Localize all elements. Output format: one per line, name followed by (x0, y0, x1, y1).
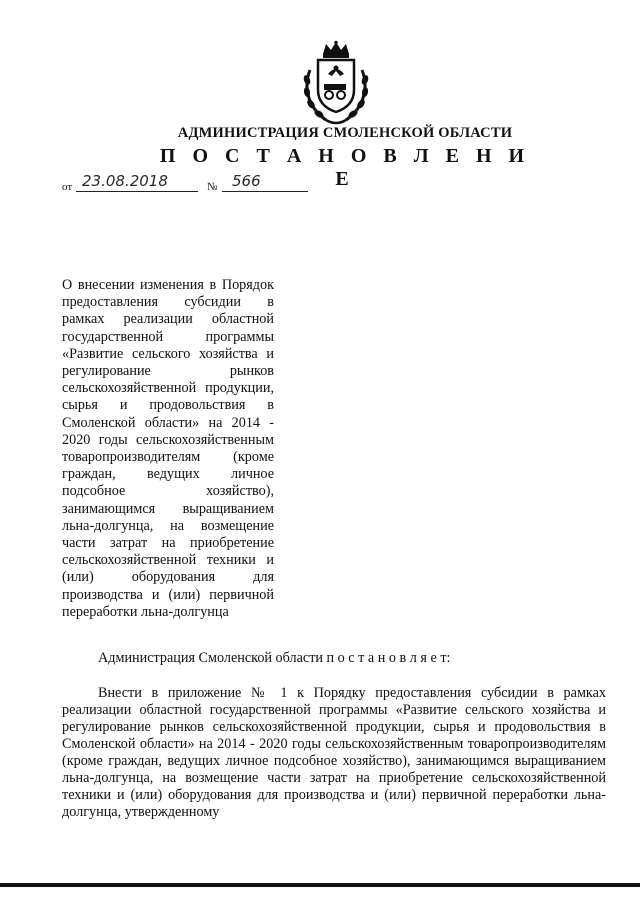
handwritten-number: 566 (232, 172, 261, 190)
document-subject: О внесении изменения в Порядок предоставления субсидии в рамках реализации областной государственной программы «Развитие сельского хозяйства и регулирование рынков сельскохозяйственной продукции, сырья и продовольствия в Смоленской области» на 2014 - 2020 годы сельскохозяйственным товаропроизводителям (кроме граждан, ведущих личное подсобное хозяйство), занимающимся выращиванием льна-долгунца, на возмещение части затрат на приобретение сельскохозяйственной техники и (или) оборудования для производства и (или) первичной переработки льна-долгунца (62, 277, 274, 620)
number-prefix: № (207, 181, 218, 193)
coat-of-arms-icon (296, 40, 376, 126)
date-number-line (62, 172, 322, 196)
organization-name: АДМИНИСТРАЦИЯ СМОЛЕНСКОЙ ОБЛАСТИ (177, 125, 513, 141)
handwritten-date: 23.08.2018 (82, 172, 168, 190)
resolution-phrase: Администрация Смоленской области п о с т а н о в л я е т: (98, 650, 451, 666)
date-prefix: от (62, 181, 73, 193)
document-type: П О С Т А Н О В Л Е Н И Е (159, 145, 531, 190)
number-underline (222, 191, 308, 192)
date-underline (76, 191, 198, 192)
bottom-border-line (0, 883, 640, 887)
body-paragraph: Внести в приложение № 1 к Порядку предоставления субсидии в рамках реализации областной государственной программы «Развитие сельского хозяйства и регулирование рынков сельскохозяйственной продукции, сырья и продовольствия в Смоленской области» на 2014 - 2020 годы сельскохозяйственным товаропроизводителям (кроме граждан, ведущих личное подсобное хозяйство), занимающимся выращиванием льна-долгунца, на возмещение части затрат на приобретение сельскохозяйственной техники и (или) оборудования для производства и (или) первичной переработки льна-долгунца, утвержденному (62, 685, 606, 820)
